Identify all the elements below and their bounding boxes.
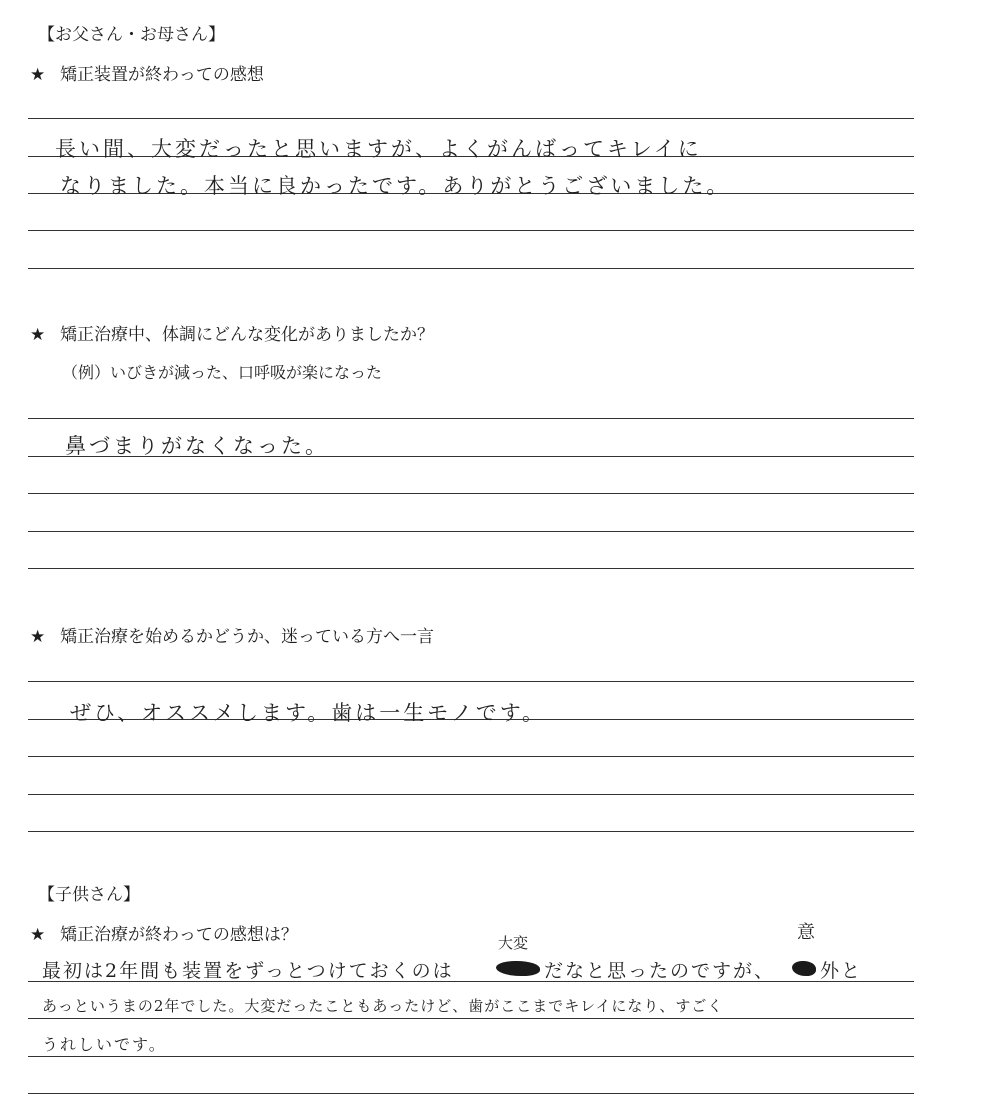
star-icon: ★ [30, 325, 46, 345]
answer-rule [28, 794, 914, 795]
children-q1-answer-line: うれしいです。 [42, 1035, 167, 1054]
scribbled-out-mark [792, 961, 816, 976]
parents-q2-question-row [30, 320, 434, 345]
star-icon: ★ [30, 65, 46, 85]
parents-heading: 【お父さん・お母さん】 [38, 25, 225, 45]
answer-rule [28, 831, 914, 832]
answer-rule [28, 1018, 914, 1019]
answer-rule [28, 756, 914, 757]
insertion-note: 大変 [498, 934, 529, 952]
star-icon: ★ [30, 627, 46, 647]
parents-q1-answer-line: 長い間、大変だったと思いますが、よくがんばってキレイに [55, 137, 702, 161]
answer-rule [28, 118, 914, 119]
parents-q2-question: 矯正治療中、体調にどんな変化がありましたか？ [60, 325, 434, 345]
answer-rule [28, 1056, 914, 1057]
scribbled-out-mark [496, 961, 540, 976]
parents-q2-answer-line: 鼻づまりがなくなった。 [65, 434, 329, 458]
children-q1-answer-part: 外と [820, 960, 863, 982]
parents-q3-answer-line: ぜひ、オススメします。歯は一生モノです。 [70, 701, 547, 725]
children-heading: 【子供さん】 [38, 885, 140, 905]
children-q1-question: 矯正治療が終わっての感想は？ [60, 925, 298, 945]
parents-q1-question: 矯正装置が終わっての感想 [60, 65, 264, 85]
answer-rule [28, 418, 914, 419]
answer-rule [28, 230, 914, 231]
parents-q3-question: 矯正治療を始めるかどうか、迷っている方へ一言 [60, 627, 434, 647]
children-q1-answer-part: 最初は2年間も装置をずっとつけておくのは [42, 960, 454, 982]
answer-rule [28, 493, 914, 494]
parents-q1-answer-line: なりました。本当に良かったです。ありがとうございました。 [60, 174, 731, 198]
answer-rule [28, 531, 914, 532]
parents-q1-question-row [30, 60, 264, 85]
star-icon: ★ [30, 925, 46, 945]
answer-rule [28, 268, 914, 269]
answer-rule [28, 681, 914, 682]
parents-q2-example: （例）いびきが減った、口呼吸が楽になった [62, 363, 383, 382]
insertion-note: 意 [797, 922, 815, 943]
answer-rule [28, 568, 914, 569]
parents-q3-question-row [30, 622, 434, 647]
answer-rule [28, 1093, 914, 1094]
children-q1-answer-part: だなと思ったのですが、 [544, 960, 776, 982]
children-q1-answer-line: あっというまの2年でした。大変だったこともあったけど、歯がここまでキレイになり、すごく [42, 997, 724, 1015]
children-q1-question-row [30, 920, 298, 945]
